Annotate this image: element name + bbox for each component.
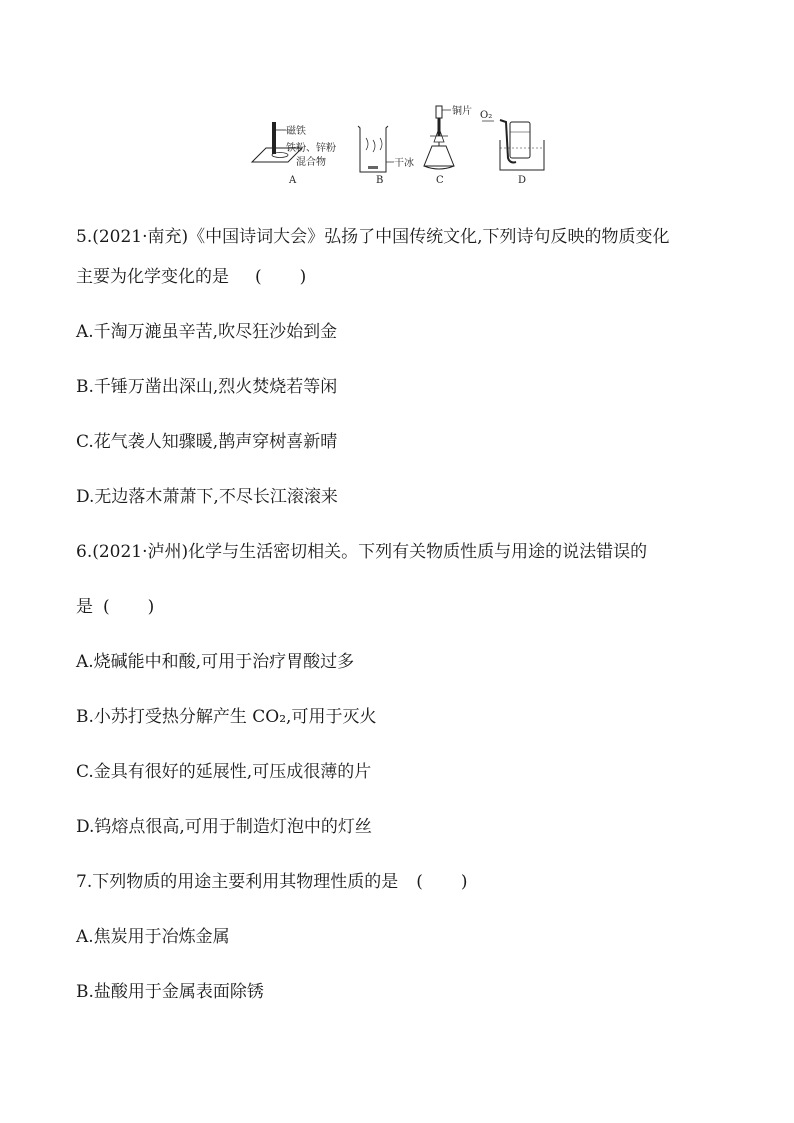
question-5-stem-line2 [76, 266, 306, 288]
caption-b: B [376, 175, 384, 186]
label-powder-2: 混合物 [296, 157, 326, 168]
question-5-option-a: A.千淘万漉虽辛苦,吹尽狂沙始到金 [76, 322, 338, 342]
answer-blank: ( ) [416, 872, 468, 892]
answer-blank: ( ) [103, 597, 155, 617]
label-magnet: 磁铁 [286, 126, 306, 137]
apparatus-b [358, 126, 414, 186]
question-5-option-c: C.花气袭人知骤暖,鹊声穿树喜新晴 [76, 432, 338, 452]
question-6-option-c: C.金具有很好的延展性,可压成很薄的片 [76, 762, 372, 782]
apparatus-c [424, 104, 472, 186]
question-7-option-b: B.盐酸用于金属表面除锈 [76, 982, 264, 1002]
label-dry-ice: 干冰 [394, 158, 414, 169]
label-powder-1: 铁粉、锌粉 [286, 143, 336, 154]
label-oxygen: O₂ [480, 110, 493, 121]
apparatus-d [480, 110, 544, 186]
question-6-option-a: A.烧碱能中和酸,可用于治疗胃酸过多 [76, 652, 355, 672]
question-5-stem-line1: 5.(2021·南充)《中国诗词大会》弘扬了中国传统文化,下列诗句反映的物质变化 [76, 227, 670, 247]
question-5-stem-text: 主要为化学变化的是 [76, 267, 229, 287]
question-7-stem [76, 871, 468, 893]
question-6-stem-text: 是 [76, 597, 93, 617]
question-6-stem-line2 [76, 596, 154, 618]
question-5-option-d: D.无边落木萧萧下,不尽长江滚滚来 [76, 487, 338, 507]
experiment-figure [248, 100, 548, 190]
caption-a: A [289, 175, 297, 186]
question-5-option-b: B.千锤万凿出深山,烈火焚烧若等闲 [76, 377, 338, 397]
question-6-option-b: B.小苏打受热分解产生 CO₂,可用于灭火 [76, 707, 377, 727]
apparatus-a [252, 122, 336, 186]
answer-blank: ( ) [255, 267, 307, 287]
question-6-stem-line1: 6.(2021·泸州)化学与生活密切相关。下列有关物质性质与用途的说法错误的 [76, 542, 648, 562]
label-copper: 铜片 [452, 106, 472, 117]
caption-d: D [518, 175, 527, 186]
question-6-option-d: D.钨熔点很高,可用于制造灯泡中的灯丝 [76, 817, 372, 837]
caption-c: C [436, 175, 444, 186]
experiment-diagram [248, 100, 548, 190]
question-7-stem-text: 7.下列物质的用途主要利用其物理性质的是 [76, 872, 399, 892]
question-7-option-a: A.焦炭用于冶炼金属 [76, 927, 230, 947]
